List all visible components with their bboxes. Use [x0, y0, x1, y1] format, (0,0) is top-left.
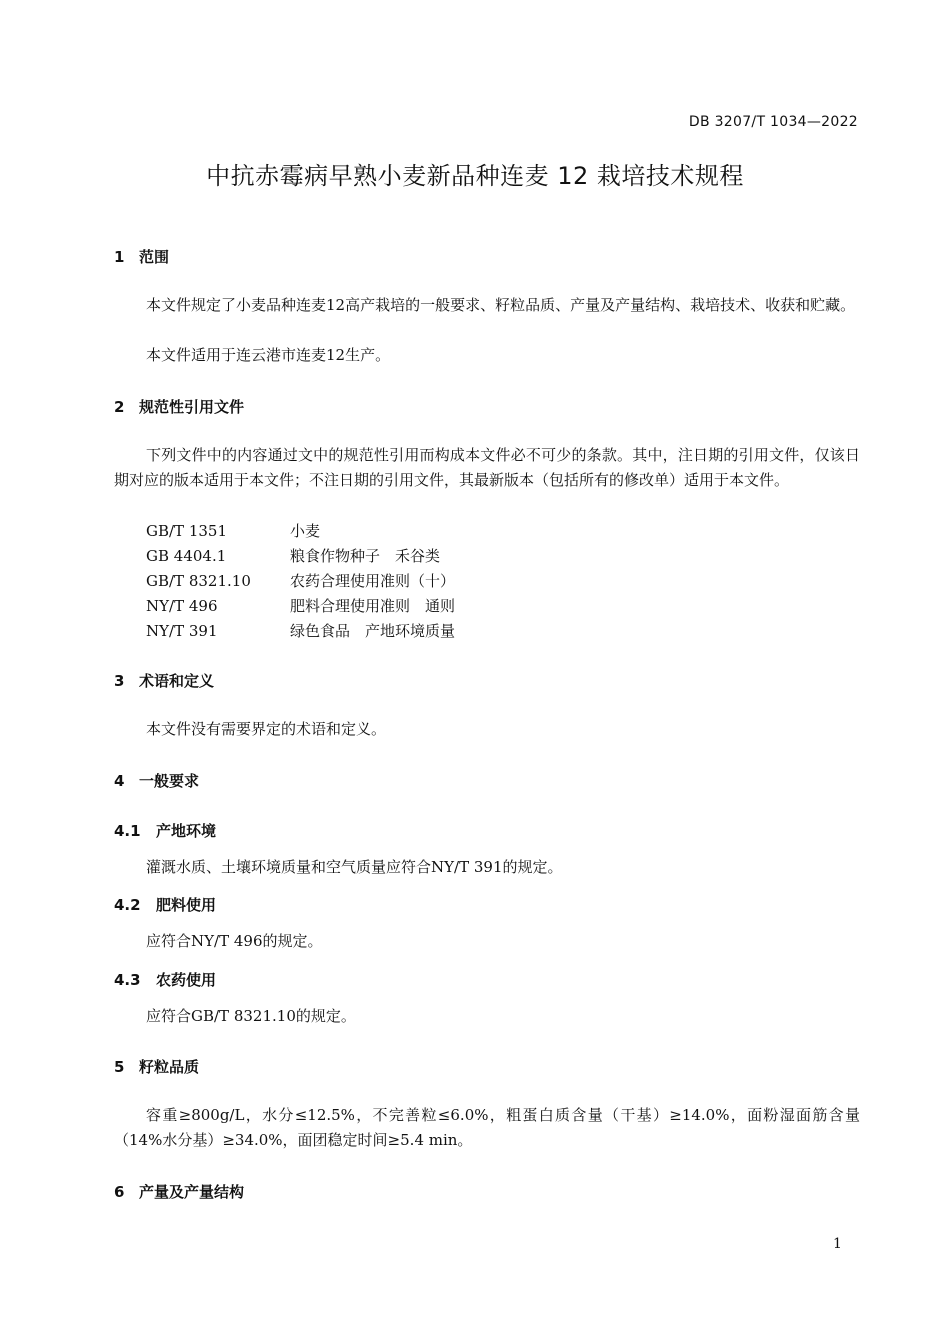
section-6-heading: [114, 1181, 244, 1202]
section-title: 产量及产量结构: [139, 1183, 245, 1201]
section-4-heading: [114, 770, 199, 791]
subsection-title: 肥料使用: [156, 896, 217, 914]
section-number: 4: [114, 772, 125, 790]
subsection-number: 4.2: [114, 896, 141, 914]
reference-code: GB 4404.1: [146, 547, 227, 565]
section-3-heading: [114, 670, 214, 691]
reference-title: 绿色食品 产地环境质量: [290, 622, 456, 640]
section-1-paragraph-1: 本文件规定了小麦品种连麦12高产栽培的一般要求、籽粒品质、产量及产量结构、栽培技术、收获和贮藏。: [146, 296, 856, 314]
reference-item: [146, 520, 320, 541]
section-2-heading: [114, 396, 244, 417]
document-title: 中抗赤霉病早熟小麦新品种连麦 12 栽培技术规程: [206, 162, 744, 190]
section-number: 5: [114, 1058, 125, 1076]
reference-code: NY/T 496: [146, 597, 218, 615]
reference-item: [146, 620, 455, 641]
reference-code: GB/T 8321.10: [146, 572, 251, 590]
section-3-paragraph-1: 本文件没有需要界定的术语和定义。: [146, 720, 387, 738]
section-2-paragraph-1: 下列文件中的内容通过文中的规范性引用而构成本文件必不可少的条款。其中，注日期的引用文件，仅该日期对应的版本适用于本文件；不注日期的引用文件，其最新版本（包括所有的修改单）适用于本文件。: [114, 446, 860, 489]
section-title: 术语和定义: [139, 672, 215, 690]
section-title: 一般要求: [139, 772, 200, 790]
subsection-4-1-text: 灌溉水质、土壤环境质量和空气质量应符合NY/T 391的规定。: [146, 858, 563, 876]
subsection-number: 4.3: [114, 971, 141, 989]
subsection-number: 4.1: [114, 822, 141, 840]
subsection-4-2-heading: [114, 894, 216, 915]
section-number: 2: [114, 398, 125, 416]
section-1-paragraph-2: 本文件适用于连云港市连麦12生产。: [146, 346, 391, 364]
subsection-4-1-heading: [114, 820, 216, 841]
subsection-title: 农药使用: [156, 971, 217, 989]
subsection-4-3-text: 应符合GB/T 8321.10的规定。: [146, 1007, 356, 1025]
section-title: 规范性引用文件: [139, 398, 245, 416]
reference-item: [146, 570, 455, 591]
section-title: 范围: [139, 248, 170, 266]
section-1-heading: [114, 246, 169, 267]
subsection-title: 产地环境: [156, 822, 217, 840]
page-number: 1: [833, 1236, 842, 1252]
reference-item: [146, 545, 440, 566]
reference-title: 农药合理使用准则（十）: [290, 572, 456, 590]
section-title: 籽粒品质: [139, 1058, 200, 1076]
reference-code: NY/T 391: [146, 622, 218, 640]
subsection-4-2-text: 应符合NY/T 496的规定。: [146, 932, 323, 950]
section-5-paragraph-1: 容重≥800g/L，水分≤12.5%，不完善粒≤6.0%，粗蛋白质含量（干基）≥14.0%，面粉湿面筋含量（14%水分基）≥34.0%，面团稳定时间≥5.4 min。: [114, 1106, 860, 1149]
section-5-heading: [114, 1056, 199, 1077]
section-number: 3: [114, 672, 125, 690]
standard-id: DB 3207/T 1034—2022: [688, 114, 858, 130]
reference-item: [146, 595, 455, 616]
reference-code: GB/T 1351: [146, 522, 228, 540]
reference-title: 粮食作物种子 禾谷类: [290, 547, 441, 565]
section-number: 1: [114, 248, 125, 266]
reference-title: 肥料合理使用准则 通则: [290, 597, 456, 615]
subsection-4-3-heading: [114, 969, 216, 990]
section-number: 6: [114, 1183, 125, 1201]
reference-title: 小麦: [290, 522, 321, 540]
